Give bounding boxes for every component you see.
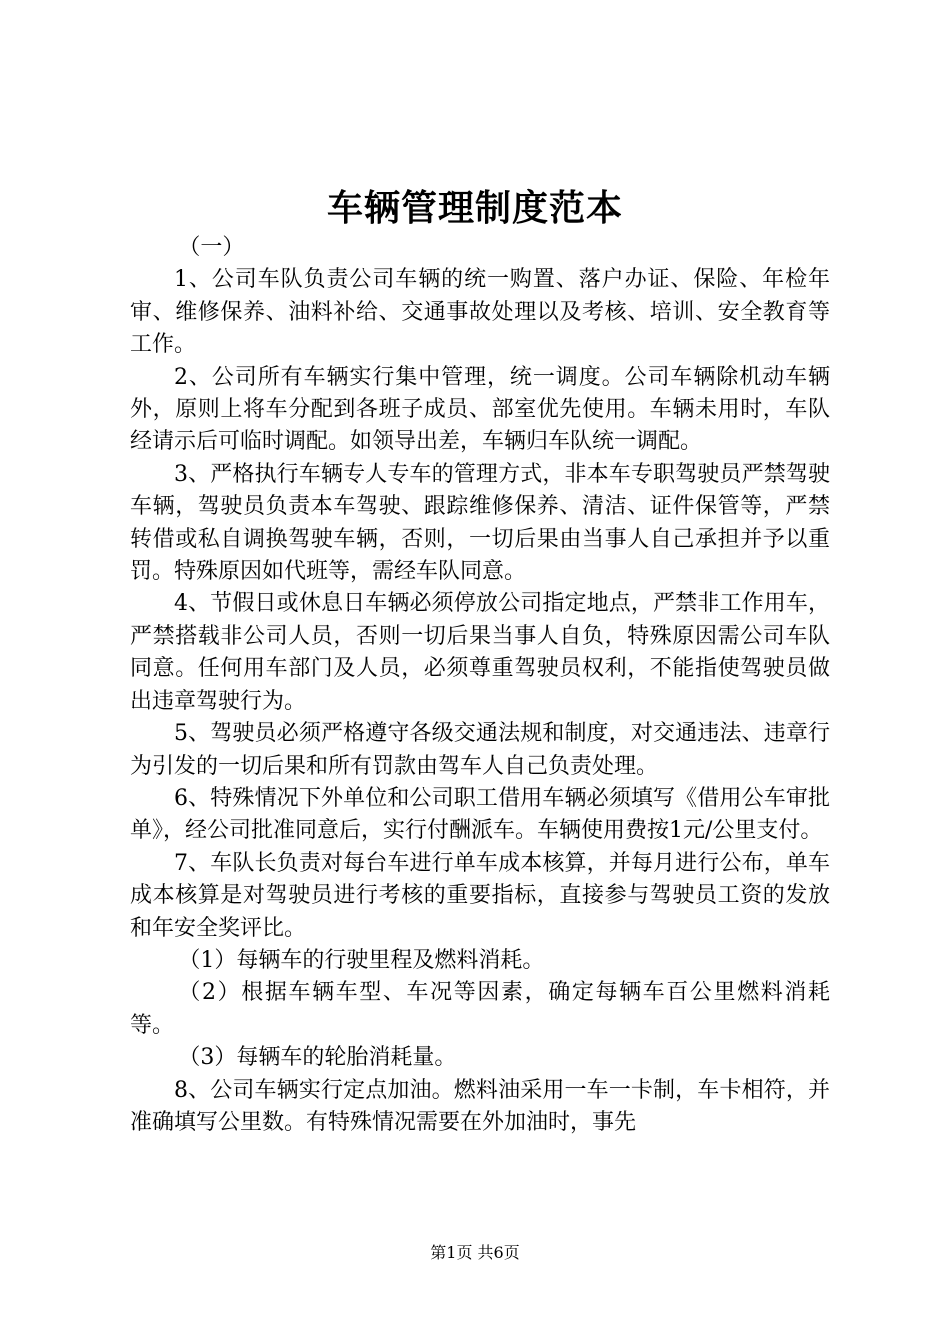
paragraph-6: 6、特殊情况下外单位和公司职工借用车辆必须填写《借用公车审批单》，经公司批准同意后，实行付酬派车。车辆使用费按1元/公里支付。	[130, 785, 830, 844]
paragraph-5: 5、驾驶员必须严格遵守各级交通法规和制度，对交通违法、违章行为引发的一切后果和所有罚款由驾车人自己负责处理。	[130, 721, 830, 779]
sub-item-1: （1）每辆车的行驶里程及燃料消耗。	[178, 947, 545, 973]
sub-item-3: （3）每辆车的轮胎消耗量。	[178, 1045, 457, 1071]
paragraph-3: 3、严格执行车辆专人专车的管理方式，非本车专职驾驶员严禁驾驶车辆，驾驶员负责本车驾驶、跟踪维修保养、清洁、证件保管等，严禁转借或私自调换驾驶车辆，否则，一切后果由当事人自己承担并予以重罚。特殊原因如代班等，需经车队同意。	[130, 461, 830, 585]
paragraph-8: 8、公司车辆实行定点加油。燃料油采用一车一卡制，车卡相符，并准确填写公里数。有特殊情况需要在外加油时，事先	[130, 1077, 830, 1135]
paragraph-2: 2、公司所有车辆实行集中管理，统一调度。公司车辆除机动车辆外，原则上将车分配到各班子成员、部室优先使用。车辆未用时，车队经请示后可临时调配。如领导出差，车辆归车队统一调配。	[130, 364, 830, 455]
document-title: 车辆管理制度范本	[326, 187, 623, 229]
section-marker: （一）	[178, 235, 245, 260]
paragraph-4: 4、节假日或休息日车辆必须停放公司指定地点，严禁非工作用车，严禁搭载非公司人员，否则一切后果当事人自负，特殊原因需公司车队同意。任何用车部门及人员，必须尊重驾驶员权利，不能指使驾驶员做出违章驾驶行为。	[130, 591, 830, 714]
paragraph-7: 7、车队长负责对每台车进行单车成本核算，并每月进行公布，单车成本核算是对驾驶员进行考核的重要指标，直接参与驾驶员工资的发放和年安全奖评比。	[130, 850, 830, 941]
sub-item-2: （2）根据车辆车型、车况等因素，确定每辆车百公里燃料消耗等。	[130, 980, 830, 1038]
paragraph-1: 1、公司车队负责公司车辆的统一购置、落户办证、保险、年检年审、维修保养、油料补给、交通事故处理以及考核、培训、安全教育等工作。	[130, 267, 830, 358]
page-footer: 第1页 共6页	[430, 1243, 520, 1262]
document-body	[130, 232, 830, 1139]
